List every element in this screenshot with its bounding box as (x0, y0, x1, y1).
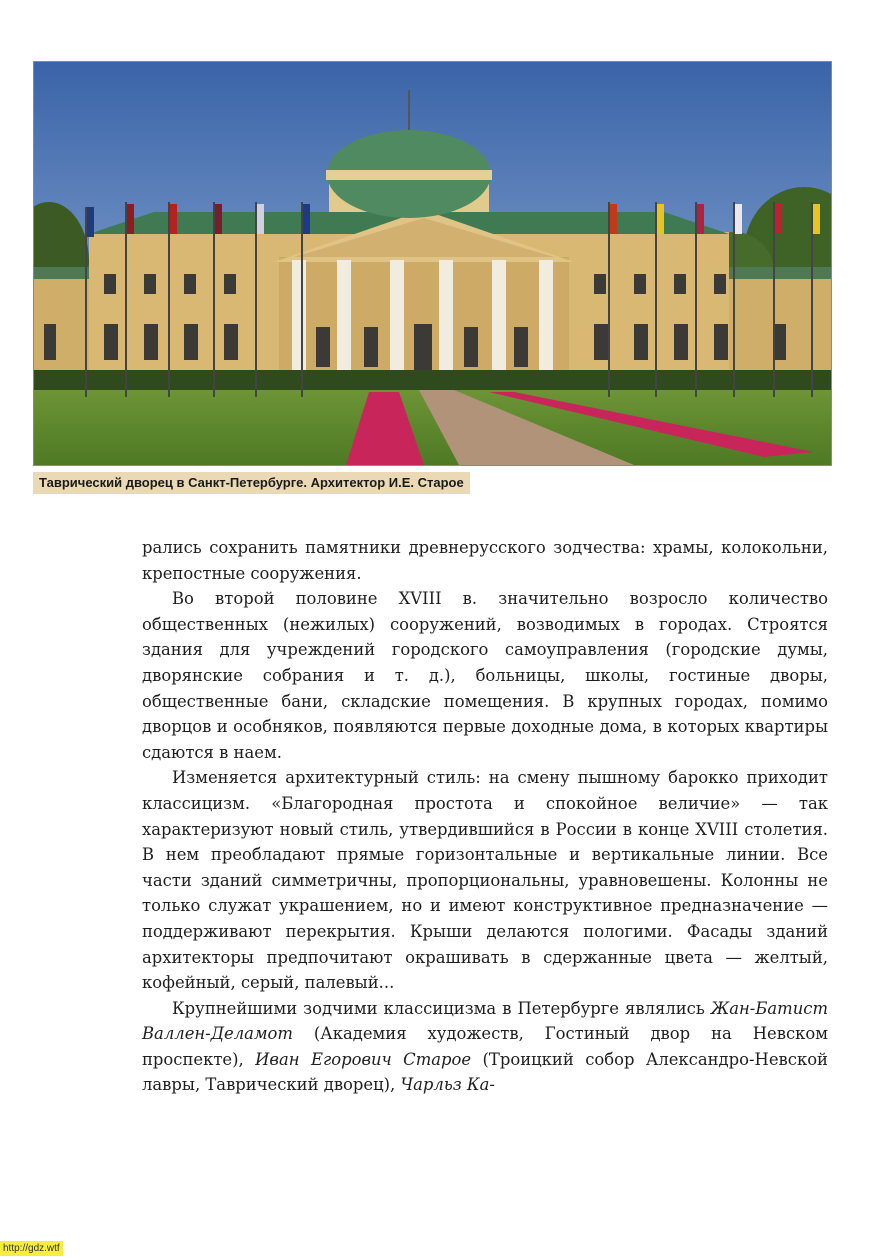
photo-caption: Таврический дворец в Санкт-Петербурге. Архитектор И.Е. Старое (33, 472, 470, 494)
palace-photo (33, 61, 832, 466)
architect-name-valen-delamot: Жан-Батист Валлен-Деламот (142, 998, 828, 1044)
architect-name-starov: Иван Егорович Старое (255, 1049, 472, 1069)
architect-name-cameron: Чарльз Ка- (400, 1075, 495, 1095)
watermark-link[interactable]: http://gdz.wtf (0, 1241, 63, 1256)
body-text (142, 535, 828, 1098)
paragraph-1: рались сохранить памятники древнерусского зодчества: храмы, колокольни, крепостные сооружения. (142, 538, 828, 583)
paragraph-4-start: Крупнейшими зодчими классицизма в Петербурге являлись (172, 998, 711, 1018)
paragraph-3: Изменяется архитектурный стиль: на смену пышному барокко приходит классицизм. «Благородная простота и спокойное величие» — так характеризуют новый стиль, утвердившийся в России в конце XVIII столетия. В нем преобладают прямые горизонтальные и вертикальные линии. Все части зданий симметричны, пропорциональны, уравновешены. Колонны не только служат украшением, но и имеют конструктивное предназначение — поддерживают перекрытия. Крыши делаются пологими. Фасады зданий архитекторы предпочитают окрашивать в сдержанные цвета — желтый, кофейный, серый, палевый... (142, 768, 828, 993)
palace-illustration (34, 62, 831, 465)
paragraph-4-mid2: (Троицкий собор Александро-Невской лавры, Таврический дворец), (142, 1049, 828, 1095)
paragraph-4-mid1: (Академия художеств, Гостиный двор на Невском проспекте), (142, 1024, 828, 1069)
paragraph-2: Во второй половине XVIII в. значительно возросло количество общественных (нежилых) сооружений, возводимых в городах. Строятся здания для учреждений городского самоуправления (городские думы, дворянские собрания и т. д.), больницы, школы, гостиные дворы, общественные бани, складские помещения. В крупных городах, помимо дворцов и особняков, появляются первые доходные дома, в которых квартиры сдаются в наем. (142, 589, 828, 762)
paragraph-4 (142, 996, 828, 1098)
